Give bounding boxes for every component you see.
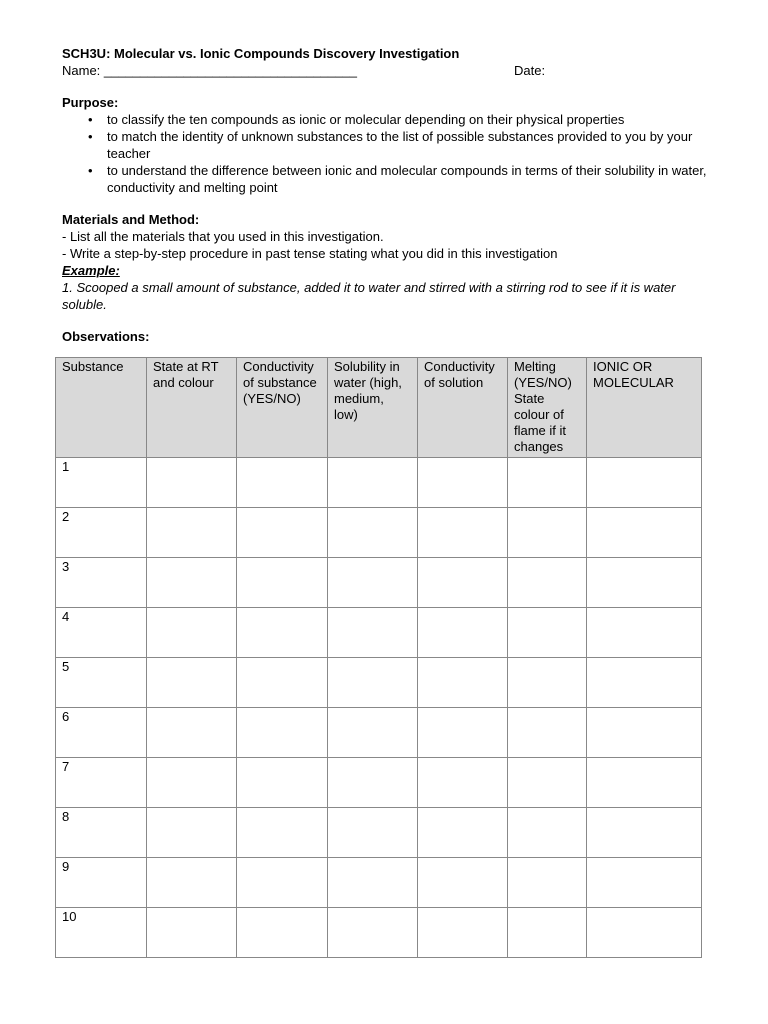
blank-cell[interactable] [328, 458, 418, 508]
blank-cell[interactable] [147, 508, 237, 558]
blank-cell[interactable] [237, 608, 328, 658]
method-instruction: - Write a step-by-step procedure in past tense stating what you did in this investigation [62, 246, 558, 261]
column-header-classification: IONIC OR MOLECULAR [587, 358, 702, 458]
row-number: 5 [56, 658, 147, 708]
blank-cell[interactable] [147, 708, 237, 758]
row-number: 4 [56, 608, 147, 658]
blank-cell[interactable] [328, 708, 418, 758]
row-number: 2 [56, 508, 147, 558]
blank-cell[interactable] [147, 658, 237, 708]
table-row [56, 608, 702, 658]
row-number: 10 [56, 908, 147, 958]
blank-cell[interactable] [418, 508, 508, 558]
blank-cell[interactable] [418, 658, 508, 708]
row-number: 9 [56, 858, 147, 908]
blank-cell[interactable] [328, 758, 418, 808]
blank-cell[interactable] [237, 808, 328, 858]
blank-cell[interactable] [587, 858, 702, 908]
name-field-label: Name: ___________________________________ [62, 63, 357, 78]
blank-cell[interactable] [147, 558, 237, 608]
blank-cell[interactable] [418, 558, 508, 608]
materials-heading: Materials and Method: [62, 212, 200, 227]
blank-cell[interactable] [147, 758, 237, 808]
blank-cell[interactable] [328, 858, 418, 908]
blank-cell[interactable] [587, 758, 702, 808]
row-number: 1 [56, 458, 147, 508]
purpose-heading: Purpose: [62, 95, 119, 110]
blank-cell[interactable] [237, 508, 328, 558]
blank-cell[interactable] [508, 708, 587, 758]
bullet-icon: • [88, 112, 93, 127]
table-row [56, 858, 702, 908]
column-header-state: State at RT and colour [147, 358, 237, 458]
blank-cell[interactable] [237, 708, 328, 758]
blank-cell[interactable] [508, 758, 587, 808]
blank-cell[interactable] [328, 558, 418, 608]
blank-cell[interactable] [237, 458, 328, 508]
blank-cell[interactable] [508, 608, 587, 658]
table-row [56, 708, 702, 758]
blank-cell[interactable] [508, 858, 587, 908]
row-number: 8 [56, 808, 147, 858]
blank-cell[interactable] [587, 658, 702, 708]
blank-cell[interactable] [508, 508, 587, 558]
blank-cell[interactable] [237, 658, 328, 708]
blank-cell[interactable] [147, 858, 237, 908]
column-header-substance: Substance [56, 358, 147, 458]
table-row [56, 658, 702, 708]
blank-cell[interactable] [587, 708, 702, 758]
blank-cell[interactable] [587, 608, 702, 658]
blank-cell[interactable] [587, 908, 702, 958]
blank-cell[interactable] [328, 808, 418, 858]
row-number: 3 [56, 558, 147, 608]
blank-cell[interactable] [237, 858, 328, 908]
blank-cell[interactable] [147, 458, 237, 508]
row-number: 6 [56, 708, 147, 758]
blank-cell[interactable] [587, 808, 702, 858]
observations-heading: Observations: [62, 329, 150, 344]
name-date-row [62, 62, 710, 79]
table-header-row [56, 358, 702, 458]
blank-cell[interactable] [508, 658, 587, 708]
blank-cell[interactable] [418, 458, 508, 508]
blank-cell[interactable] [147, 908, 237, 958]
example-label: Example: [62, 263, 120, 278]
list-item: • to match the identity of unknown substances to the list of possible substances provided to you by your teacher [88, 129, 693, 161]
bullet-icon: • [88, 129, 93, 144]
table-row [56, 758, 702, 808]
blank-cell[interactable] [328, 908, 418, 958]
table-row [56, 458, 702, 508]
page-title: SCH3U: Molecular vs. Ionic Compounds Discovery Investigation [62, 46, 460, 61]
blank-cell[interactable] [587, 508, 702, 558]
column-header-melting: Melting (YES/NO) State colour of flame if it changes [508, 358, 587, 458]
table-body [56, 458, 702, 958]
table-row [56, 508, 702, 558]
blank-cell[interactable] [328, 508, 418, 558]
list-item: • to understand the difference between ionic and molecular compounds in terms of their solubility in water, conductivity and melting point [88, 163, 707, 195]
blank-cell[interactable] [418, 808, 508, 858]
blank-cell[interactable] [418, 908, 508, 958]
blank-cell[interactable] [237, 758, 328, 808]
blank-cell[interactable] [237, 908, 328, 958]
blank-cell[interactable] [587, 458, 702, 508]
blank-cell[interactable] [147, 808, 237, 858]
list-item: • to classify the ten compounds as ionic or molecular depending on their physical properties [88, 112, 625, 127]
blank-cell[interactable] [418, 858, 508, 908]
blank-cell[interactable] [508, 558, 587, 608]
worksheet [62, 45, 710, 345]
blank-cell[interactable] [328, 658, 418, 708]
table-row [56, 908, 702, 958]
blank-cell[interactable] [237, 558, 328, 608]
blank-cell[interactable] [587, 558, 702, 608]
bullet-icon: • [88, 163, 93, 178]
date-field-label: Date: [514, 63, 546, 78]
blank-cell[interactable] [418, 758, 508, 808]
example-text: 1. Scooped a small amount of substance, added it to water and stirred with a stirring rod to see if it is water soluble. [62, 280, 676, 312]
blank-cell[interactable] [328, 608, 418, 658]
column-header-conductivity-substance: Conductivity of substance (YES/NO) [237, 358, 328, 458]
blank-cell[interactable] [418, 608, 508, 658]
blank-cell[interactable] [418, 708, 508, 758]
blank-cell[interactable] [147, 608, 237, 658]
table-row [56, 558, 702, 608]
blank-cell[interactable] [508, 908, 587, 958]
observations-table [55, 357, 702, 958]
blank-cell[interactable] [508, 808, 587, 858]
column-header-solubility: Solubility in water (high, medium, low) [328, 358, 418, 458]
materials-instruction: - List all the materials that you used in this investigation. [62, 229, 384, 244]
table-row [56, 808, 702, 858]
blank-cell[interactable] [508, 458, 587, 508]
purpose-list [62, 111, 710, 196]
row-number: 7 [56, 758, 147, 808]
column-header-conductivity-solution: Conductivity of solution [418, 358, 508, 458]
